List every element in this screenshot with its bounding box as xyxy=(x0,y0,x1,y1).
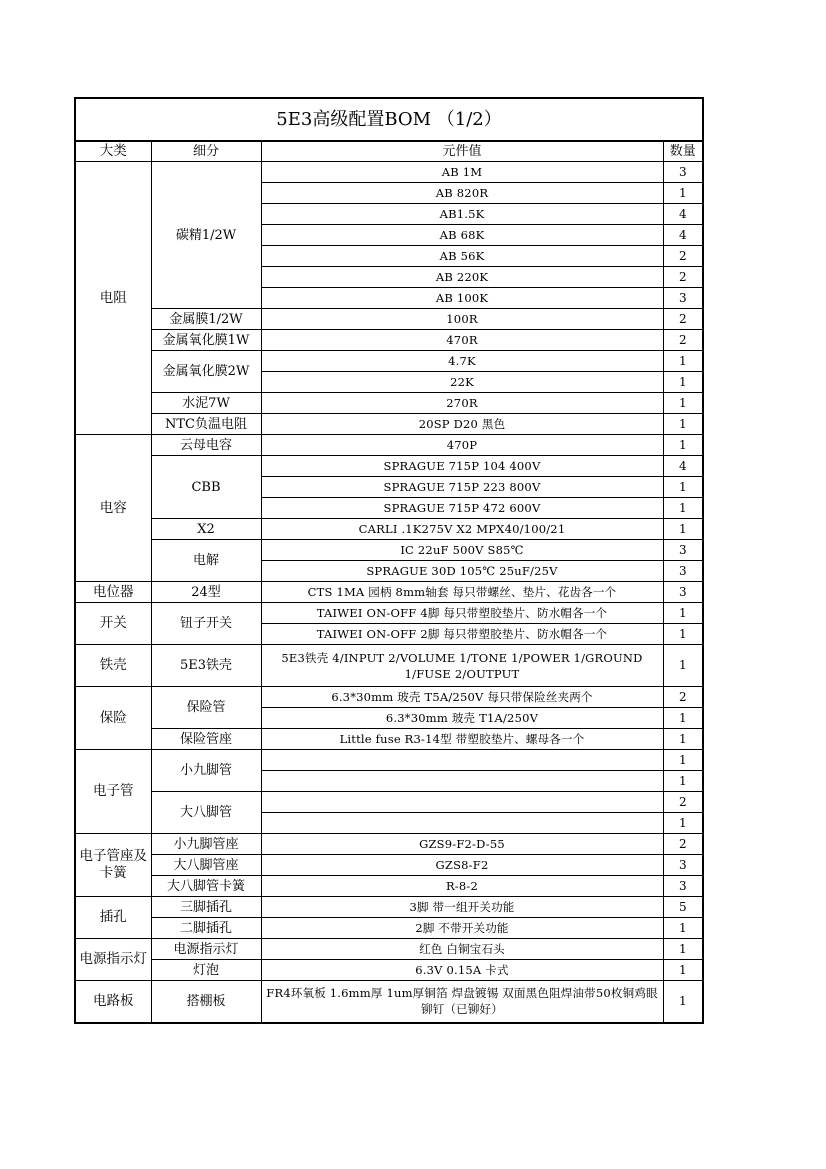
subcategory-cell: 钮子开关 xyxy=(151,603,261,645)
qty-cell: 1 xyxy=(663,603,703,624)
qty-cell: 1 xyxy=(663,372,703,393)
value-cell: 20SP D20 黑色 xyxy=(261,414,663,435)
qty-cell: 1 xyxy=(663,750,703,771)
page-title: 5E3高级配置BOM （1/2） xyxy=(75,98,703,141)
subcategory-cell: 二脚插孔 xyxy=(151,918,261,939)
qty-cell: 4 xyxy=(663,204,703,225)
value-cell: 6.3*30mm 玻壳 T5A/250V 每只带保险丝夹两个 xyxy=(261,687,663,708)
value-cell: SPRAGUE 715P 472 600V xyxy=(261,498,663,519)
value-cell: 22K xyxy=(261,372,663,393)
value-cell: CTS 1MA 园柄 8mm轴套 每只带螺丝、垫片、花齿各一个 xyxy=(261,582,663,603)
table-row xyxy=(75,309,703,330)
value-cell: 3脚 带一组开关功能 xyxy=(261,897,663,918)
header-qty: 数量 xyxy=(663,141,703,162)
subcategory-cell: 金属膜1/2W xyxy=(151,309,261,330)
value-cell: SPRAGUE 715P 223 800V xyxy=(261,477,663,498)
qty-cell: 3 xyxy=(663,162,703,183)
qty-cell: 5 xyxy=(663,897,703,918)
value-cell: GZS8-F2 xyxy=(261,855,663,876)
value-cell: AB1.5K xyxy=(261,204,663,225)
qty-cell: 1 xyxy=(663,393,703,414)
value-cell: FR4环氧板 1.6mm厚 1um厚铜箔 焊盘镀锡 双面黑色阻焊油带50枚铜鸡眼铆钉（已铆好） xyxy=(261,981,663,1023)
table-row xyxy=(75,519,703,540)
table-row xyxy=(75,603,703,624)
title-row xyxy=(75,98,703,141)
header-subcategory: 细分 xyxy=(151,141,261,162)
qty-cell: 2 xyxy=(663,267,703,288)
value-cell: TAIWEI ON-OFF 4脚 每只带塑胶垫片、防水帽各一个 xyxy=(261,603,663,624)
subcategory-cell: 小九脚管座 xyxy=(151,834,261,855)
qty-cell: 2 xyxy=(663,687,703,708)
qty-cell: 2 xyxy=(663,330,703,351)
category-cell: 开关 xyxy=(75,603,151,645)
table-row xyxy=(75,729,703,750)
value-cell xyxy=(261,750,663,771)
value-cell: AB 56K xyxy=(261,246,663,267)
category-cell: 电位器 xyxy=(75,582,151,603)
qty-cell: 1 xyxy=(663,435,703,456)
category-cell: 插孔 xyxy=(75,897,151,939)
category-cell: 电子管座及卡簧 xyxy=(75,834,151,897)
table-row xyxy=(75,960,703,981)
qty-cell: 1 xyxy=(663,771,703,792)
qty-cell: 2 xyxy=(663,792,703,813)
subcategory-cell: 云母电容 xyxy=(151,435,261,456)
subcategory-cell: 5E3铁壳 xyxy=(151,645,261,687)
table-row xyxy=(75,939,703,960)
qty-cell: 1 xyxy=(663,939,703,960)
table-row xyxy=(75,897,703,918)
table-row xyxy=(75,792,703,813)
value-cell xyxy=(261,771,663,792)
category-cell: 电路板 xyxy=(75,981,151,1023)
qty-cell: 3 xyxy=(663,876,703,897)
category-cell: 电子管 xyxy=(75,750,151,834)
category-cell: 电源指示灯 xyxy=(75,939,151,981)
bom-table xyxy=(74,97,704,1024)
value-cell xyxy=(261,792,663,813)
table-row xyxy=(75,750,703,771)
value-cell: SPRAGUE 30D 105℃ 25uF/25V xyxy=(261,561,663,582)
qty-cell: 1 xyxy=(663,498,703,519)
value-cell: AB 820R xyxy=(261,183,663,204)
category-cell: 电容 xyxy=(75,435,151,582)
subcategory-cell: NTC负温电阻 xyxy=(151,414,261,435)
value-cell: 470R xyxy=(261,330,663,351)
value-cell: 470P xyxy=(261,435,663,456)
subcategory-cell: 水泥7W xyxy=(151,393,261,414)
header-value: 元件值 xyxy=(261,141,663,162)
value-cell: AB 220K xyxy=(261,267,663,288)
value-cell: AB 68K xyxy=(261,225,663,246)
table-row xyxy=(75,435,703,456)
value-cell: 5E3铁壳 4/INPUT 2/VOLUME 1/TONE 1/POWER 1/GROUND 1/FUSE 2/OUTPUT xyxy=(261,645,663,687)
qty-cell: 1 xyxy=(663,414,703,435)
value-cell: IC 22uF 500V S85℃ xyxy=(261,540,663,561)
subcategory-cell: X2 xyxy=(151,519,261,540)
table-row xyxy=(75,414,703,435)
value-cell: Little fuse R3-14型 带塑胶垫片、螺母各一个 xyxy=(261,729,663,750)
category-cell: 铁壳 xyxy=(75,645,151,687)
qty-cell: 2 xyxy=(663,834,703,855)
table-row xyxy=(75,855,703,876)
subcategory-cell: 金属氧化膜2W xyxy=(151,351,261,393)
value-cell: CARLI .1K275V X2 MPX40/100/21 xyxy=(261,519,663,540)
qty-cell: 4 xyxy=(663,225,703,246)
value-cell: 2脚 不带开关功能 xyxy=(261,918,663,939)
qty-cell: 3 xyxy=(663,561,703,582)
header-category: 大类 xyxy=(75,141,151,162)
value-cell: 270R xyxy=(261,393,663,414)
value-cell: 100R xyxy=(261,309,663,330)
value-cell: R-8-2 xyxy=(261,876,663,897)
table-row xyxy=(75,918,703,939)
qty-cell: 2 xyxy=(663,309,703,330)
subcategory-cell: 保险管 xyxy=(151,687,261,729)
qty-cell: 4 xyxy=(663,456,703,477)
subcategory-cell: 三脚插孔 xyxy=(151,897,261,918)
table-row xyxy=(75,645,703,687)
subcategory-cell: 大八脚管 xyxy=(151,792,261,834)
value-cell: 4.7K xyxy=(261,351,663,372)
qty-cell: 3 xyxy=(663,582,703,603)
category-cell: 电阻 xyxy=(75,162,151,435)
value-cell: GZS9-F2-D-55 xyxy=(261,834,663,855)
value-cell: SPRAGUE 715P 104 400V xyxy=(261,456,663,477)
value-cell: 6.3*30mm 玻壳 T1A/250V xyxy=(261,708,663,729)
subcategory-cell: 碳精1/2W xyxy=(151,162,261,309)
value-cell xyxy=(261,813,663,834)
subcategory-cell: 灯泡 xyxy=(151,960,261,981)
qty-cell: 1 xyxy=(663,519,703,540)
qty-cell: 1 xyxy=(663,813,703,834)
qty-cell: 2 xyxy=(663,246,703,267)
table-row xyxy=(75,540,703,561)
table-row xyxy=(75,393,703,414)
qty-cell: 1 xyxy=(663,729,703,750)
qty-cell: 1 xyxy=(663,624,703,645)
table-row xyxy=(75,876,703,897)
value-cell: AB 1M xyxy=(261,162,663,183)
table-row xyxy=(75,834,703,855)
table-row xyxy=(75,330,703,351)
subcategory-cell: 大八脚管卡簧 xyxy=(151,876,261,897)
value-cell: TAIWEI ON-OFF 2脚 每只带塑胶垫片、防水帽各一个 xyxy=(261,624,663,645)
table-row xyxy=(75,687,703,708)
qty-cell: 1 xyxy=(663,183,703,204)
qty-cell: 1 xyxy=(663,981,703,1023)
subcategory-cell: 电解 xyxy=(151,540,261,582)
subcategory-cell: 24型 xyxy=(151,582,261,603)
qty-cell: 1 xyxy=(663,645,703,687)
table-row xyxy=(75,351,703,372)
table-row xyxy=(75,582,703,603)
value-cell: AB 100K xyxy=(261,288,663,309)
subcategory-cell: CBB xyxy=(151,456,261,519)
table-row xyxy=(75,456,703,477)
qty-cell: 1 xyxy=(663,708,703,729)
category-cell: 保险 xyxy=(75,687,151,750)
value-cell: 6.3V 0.15A 卡式 xyxy=(261,960,663,981)
value-cell: 红色 白铜宝石头 xyxy=(261,939,663,960)
qty-cell: 3 xyxy=(663,855,703,876)
qty-cell: 3 xyxy=(663,540,703,561)
subcategory-cell: 保险管座 xyxy=(151,729,261,750)
qty-cell: 1 xyxy=(663,960,703,981)
table-row xyxy=(75,162,703,183)
qty-cell: 3 xyxy=(663,288,703,309)
subcategory-cell: 电源指示灯 xyxy=(151,939,261,960)
qty-cell: 1 xyxy=(663,351,703,372)
header-row xyxy=(75,141,703,162)
subcategory-cell: 搭棚板 xyxy=(151,981,261,1023)
qty-cell: 1 xyxy=(663,477,703,498)
table-row xyxy=(75,981,703,1023)
subcategory-cell: 小九脚管 xyxy=(151,750,261,792)
subcategory-cell: 大八脚管座 xyxy=(151,855,261,876)
qty-cell: 1 xyxy=(663,918,703,939)
subcategory-cell: 金属氧化膜1W xyxy=(151,330,261,351)
